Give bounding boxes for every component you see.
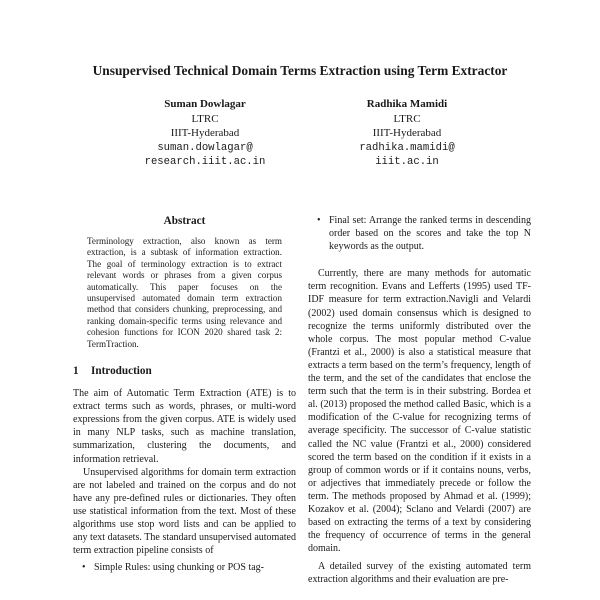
left-column <box>73 214 296 580</box>
abstract-text: Terminology extraction, also known as term extraction, is a subtask of information extraction. The goal of terminology extraction is to extract relevant words or phrases from a given corpus automatically. This paper focuses on the unsupervised automated domain term extraction method that considers chunking, preprocessing, and ranking domain-specific terms using relevance and cohesion functions for ICON 2020 shared task 2: TermTraction. <box>87 236 282 349</box>
survey-paragraph: A detailed survey of the existing automated term extraction algorithms and their evaluation are pre- <box>308 561 531 586</box>
list-item-text: Final set: Arrange the ranked terms in descending order based on the scores and take the top N keywords as the output. <box>329 215 531 253</box>
list-item-text: Simple Rules: using chunking or POS tag- <box>94 562 264 574</box>
abstract-heading: Abstract <box>163 215 206 227</box>
paper-title: Unsupervised Technical Domain Terms Extraction using Term Extractor <box>92 63 508 78</box>
author-block-1 <box>90 97 320 170</box>
pipeline-list-continued <box>308 214 531 253</box>
author-institute: IIIT-Hyderabad <box>170 127 240 139</box>
author-affiliation: LTRC <box>191 112 219 125</box>
section-title: Introduction <box>91 365 152 378</box>
section-heading-introduction <box>73 364 296 378</box>
author-name: Radhika Mamidi <box>366 98 448 110</box>
bullet-icon: • <box>82 562 86 574</box>
author-affiliation: LTRC <box>393 112 421 125</box>
bullet-icon: • <box>317 215 321 226</box>
section-number: 1 <box>73 365 79 378</box>
author-email-line2: iiit.ac.in <box>375 156 439 168</box>
related-work-paragraph: Currently, there are many methods for automatic term recognition. Evans and Lefferts (1995) used TF-IDF measure for term extraction.Navigli and Velardi (2002) used domain consensus which is designed to recognize the terms uniformly distributed over the whole corpus. The most popular method C-value (Frantzi et al., 2000) is also a statistical measure that extracts a term based on the term’s frequency, length of the term, and the set of the candidates that enclose the term such that the term is in their substring. Bordea et al. (2013) proposed the method called Basic, which is a modification of the C-value for recognizing terms of average specificity. The successor of C-value statistic called the NC value (Frantzi et al., 2000) considered scored the term based on the condition if it exists in a group of common words or if it contains nouns, verbs, or adjectives that immediately precede or follow the term. The methods proposed by Ahmad et al. (1999); Kozakov et al. (2004); Sclano and Velardi (2007) are based on extracting the terms of a text by considering the frequency of occurrence of terms in the general domain. <box>308 268 531 555</box>
author-email-line2: research.iiit.ac.in <box>144 156 266 168</box>
right-column <box>308 214 531 587</box>
author-email-line1: suman.dowlagar@ <box>157 141 253 154</box>
intro-paragraph-1: The aim of Automatic Term Extraction (ATE) is to extract terms such as words, phrases, or multi-word expressions from the given corpus. ATE is widely used in many NLP tasks, such as machine translation, summarization, clustering the documents, and information retrieval. <box>73 388 296 465</box>
author-block-2 <box>292 97 522 170</box>
pipeline-list <box>73 561 296 574</box>
author-email-line1: radhika.mamidi@ <box>359 141 455 154</box>
author-name: Suman Dowlagar <box>164 98 246 110</box>
author-institute: IIIT-Hyderabad <box>372 127 442 139</box>
intro-paragraph-2: Unsupervised algorithms for domain term extraction are not labeled and trained on the corpus and do not have any pre-defined rules or dictionaries. They often use statistical information from the text. Most of these algorithms use stop word lists and can be applied to any text datasets. The standard unsupervised automated term extraction pipeline consists of <box>73 466 296 557</box>
list-item <box>308 214 531 253</box>
list-item <box>73 561 296 574</box>
